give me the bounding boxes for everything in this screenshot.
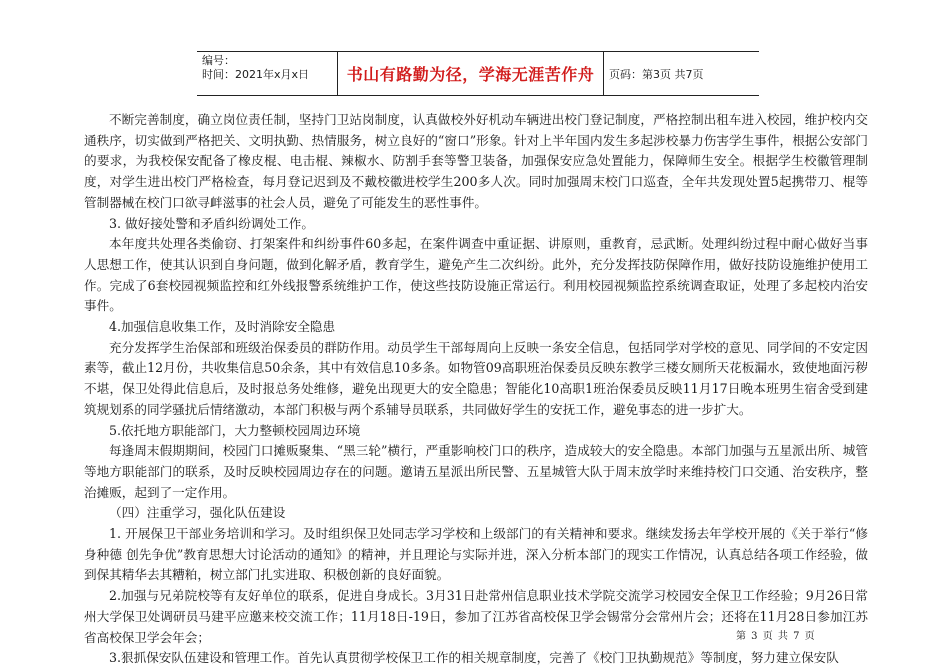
page-header bbox=[197, 51, 759, 96]
paragraph: 5.依托地方职能部门，大力整顿校园周边环境 bbox=[109, 422, 361, 438]
header-meta bbox=[197, 52, 338, 95]
document-body bbox=[84, 110, 868, 669]
paragraph: 不断完善制度，确立岗位责任制，坚持门卫站岗制度，认真做校外好机动车辆进出校门登记制度，严格控制出租车进入校园，维护校内交通秩序，切实做到严格把关、文明执勤、热情服务，树立良好的“窗口”形象。针对上半年国内发生多起涉校暴力伤害学生事件，根据公安部门的要求，为我校保安配备了橡皮棍、电击棍、辣椒水、防割手套等警卫装备，加强保安应急处置能力，保障师生安全。根据学生校徽管理制度，对学生进出校门严格检查，每月登记迟到及不戴校徽进校学生200多人次。同时加强周末校门口巡查，全年共发现处置5起携带刀、棍等管制器械在校门口欲寻衅滋事的社会人员，避免了可能发生的恶性事件。 bbox=[84, 112, 868, 210]
time-label: 时间：2021年x月x日 bbox=[202, 68, 310, 81]
page-footer: 第 3 页 共 7 页 bbox=[736, 631, 816, 642]
paragraph: 本年度共处理各类偷窃、打架案件和纠纷事件60多起，在案件调查中重证据、讲原则，重教育，忌武断。处理纠纷过程中耐心做好当事人思想工作，使其认识到自身问题，做到化解矛盾，教育学生，避免产生二次纠纷。此外，充分发挥技防保障作用，做好技防设施维护使用工作。完成了6套校园视频监控和红外线报警系统维护工作，使这些技防设施正常运行。利用校园视频监控系统调查取证，处理了多起校内治安事件。 bbox=[84, 236, 868, 314]
header-motto: 书山有路勤为径，学海无涯苦作舟 bbox=[338, 52, 604, 95]
paragraph: 每逢周末假期期间，校园门口摊贩聚集、“黑三轮”横行，严重影响校门口的秩序，造成较大的安全隐患。本部门加强与五星派出所、城管等地方职能部门的联系，及时反映校园周边存在的问题。邀请五星派出所民警、五星城管大队于周末放学时来维持校门口交通、治安秩序，整治摊贩，起到了一定作用。 bbox=[84, 443, 868, 500]
paragraph: 1. 开展保卫干部业务培训和学习。及时组织保卫处同志学习学校和上级部门的有关精神和要求。继续发扬去年学校开展的《关于举行“修身种德 创先争优”教育思想大讨论活动的通知》的精神，并且理论与实际并进，深入分析本部门的现实工作情况，认真总结各项工作经验，做到保其精华去其糟粕，树立部门扎实进取、积极创新的良好面貌。 bbox=[84, 526, 868, 583]
paragraph: 3. 做好接处警和矛盾纠纷调处工作。 bbox=[109, 215, 314, 231]
paragraph: 3.狠抓保安队伍建设和管理工作。首先认真贯彻学校保卫工作的相关规章制度，完善了《校门卫执勤规范》等制度，努力建立保安队 bbox=[109, 650, 839, 666]
paragraph: 2.加强与兄弟院校等有友好单位的联系，促进自身成长。3月31日赴常州信息职业技术学院交流学习校园安全保卫工作经验；9月26日常州大学保卫处调研员马建平应邀来校交流工作；11月18日-19日，参加了江苏省高校保卫学会锡常分会常州片会；还将在11月28日参加江苏省高校保卫学会年会； bbox=[84, 588, 868, 645]
number-label: 编号： bbox=[202, 54, 235, 67]
paragraph: 充分发挥学生治保部和班级治保委员的群防作用。动员学生干部每周向上反映一条安全信息，包括同学对学校的意见、同学间的不安定因素等，截止12月份，共收集信息50余条，其中有效信息10多条。如物管09高职班治保委员反映东教学三楼女厕所天花板漏水，致使地面污秽不堪，保卫处得此信息后，及时报总务处维修，避免出现更大的安全隐患；智能化10高职1班治保委员反映11月17日晚本班男生宿舍受到建筑规划系的同学骚扰后情绪激动，本部门积极与两个系辅导员联系，共同做好学生的安抚工作，避免事态的进一步扩大。 bbox=[84, 339, 868, 417]
paragraph: （四）注重学习，强化队伍建设 bbox=[109, 505, 286, 521]
paragraph: 4.加强信息收集工作，及时消除安全隐患 bbox=[109, 319, 336, 335]
header-page-label: 页码：第3页 共7页 bbox=[609, 67, 704, 81]
